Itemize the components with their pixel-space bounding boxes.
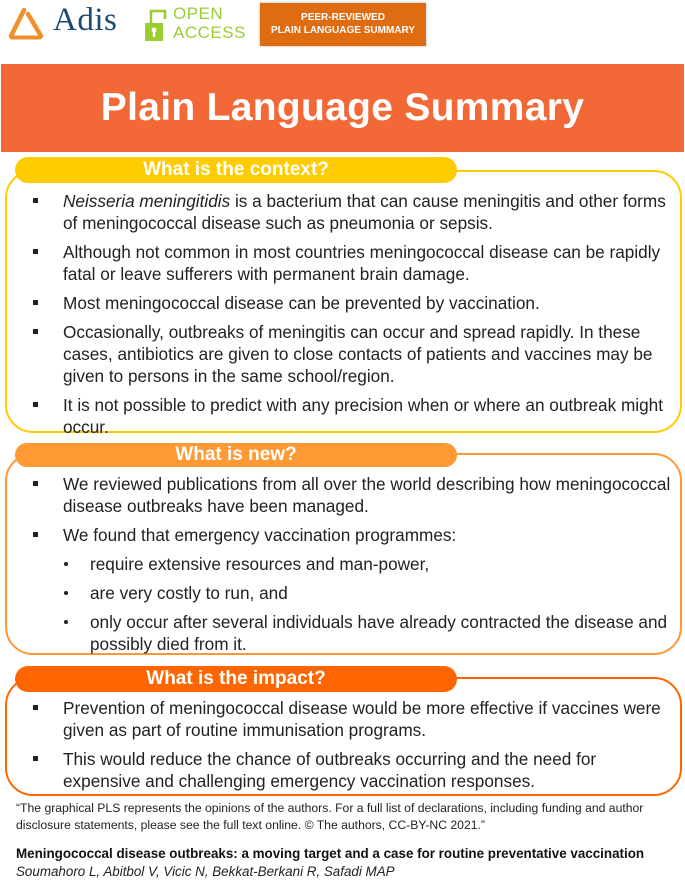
list-item (0, 748, 685, 792)
item-text: We reviewed publications from all over the world describing how meningococcal disease outbreaks have been managed. (63, 474, 671, 516)
list-item (0, 321, 685, 387)
square-bullet-icon (33, 198, 38, 203)
adis-triangle-icon (8, 8, 44, 40)
list-item (0, 473, 685, 517)
sub-list-item (0, 582, 685, 604)
square-bullet-icon (33, 705, 38, 710)
paper-title: Meningococcal disease outbreaks: a moving target and a case for routine preventative vaccination (16, 846, 645, 861)
section-new (0, 443, 685, 656)
square-bullet-icon (33, 249, 38, 254)
item-text: Occasionally, outbreaks of meningitis can occur and spread rapidly. In these cases, antibiotics are given to close contacts of patients and vaccines may be given to persons in the same school/region. (63, 322, 653, 386)
list-item (0, 190, 685, 234)
list-item (0, 697, 685, 741)
square-bullet-icon (33, 532, 38, 537)
item-text: Prevention of meningococcal disease would be more effective if vaccines were given as part of routine immunisation programs. (63, 698, 661, 740)
publisher-logo-text: Adis (53, 2, 118, 38)
item-text: It is not possible to predict with any precision when or where an outbreak might occur. (63, 395, 663, 437)
logo-row (0, 0, 685, 52)
section-heading: What is new? (15, 443, 457, 467)
item-text: Most meningococcal disease can be prevented by vaccination. (63, 293, 540, 313)
peer-reviewed-badge (260, 3, 426, 46)
badge-line-2: PLAIN LANGUAGE SUMMARY (270, 25, 416, 36)
species-name: Neisseria meningitidis (63, 191, 231, 211)
bullet-list (0, 190, 685, 445)
paper-authors: Soumahoro L, Abitbol V, Vicic N, Bekkat-Berkani R, Safadi MAP (16, 864, 395, 879)
list-item (0, 394, 685, 438)
item-text: Although not common in most countries meningococcal disease can be rapidly fatal or leave sufferers with permanent brain damage. (63, 242, 661, 284)
sub-item-text: require extensive resources and man-power, (90, 554, 430, 574)
list-item (0, 241, 685, 285)
item-text: We found that emergency vaccination programmes: (63, 525, 457, 545)
list-item (0, 292, 685, 314)
section-impact (0, 666, 685, 797)
open-access-label (173, 4, 246, 42)
open-access-line-2: ACCESS (173, 23, 246, 42)
round-bullet-icon (64, 562, 68, 566)
square-bullet-icon (33, 402, 38, 407)
page-title: Plain Language Summary (1, 64, 684, 152)
open-access-line-1: OPEN (173, 4, 224, 23)
sub-item-text: are very costly to run, and (90, 583, 288, 603)
sub-list-item (0, 611, 685, 655)
open-padlock-icon (144, 6, 168, 42)
disclaimer-text: “The graphical PLS represents the opinions of the authors. For a full list of declarations, including funding and author disclosure statements, please see the full text online. © The authors, CC-BY-NC 2021.” (16, 801, 644, 832)
round-bullet-icon (64, 620, 68, 624)
square-bullet-icon (33, 300, 38, 305)
square-bullet-icon (33, 756, 38, 761)
section-heading: What is the impact? (15, 666, 457, 692)
sub-list-item (0, 553, 685, 575)
item-text: is a bacterium that can cause meningitis and other forms of meningococcal disease such as pneumonia or sepsis. (63, 191, 666, 233)
item-text: This would reduce the chance of outbreaks occurring and the need for expensive and challenging emergency vaccination responses. (63, 749, 597, 791)
sub-item-text: only occur after several individuals have already contracted the disease and possibly died from it. (90, 612, 668, 654)
square-bullet-icon (33, 329, 38, 334)
section-context (0, 157, 685, 435)
badge-line-1: PEER-REVIEWED (301, 12, 385, 23)
section-heading: What is the context? (15, 157, 457, 183)
list-item (0, 524, 685, 546)
bullet-list (0, 697, 685, 799)
square-bullet-icon (33, 481, 38, 486)
bullet-list (0, 473, 685, 662)
round-bullet-icon (64, 591, 68, 595)
